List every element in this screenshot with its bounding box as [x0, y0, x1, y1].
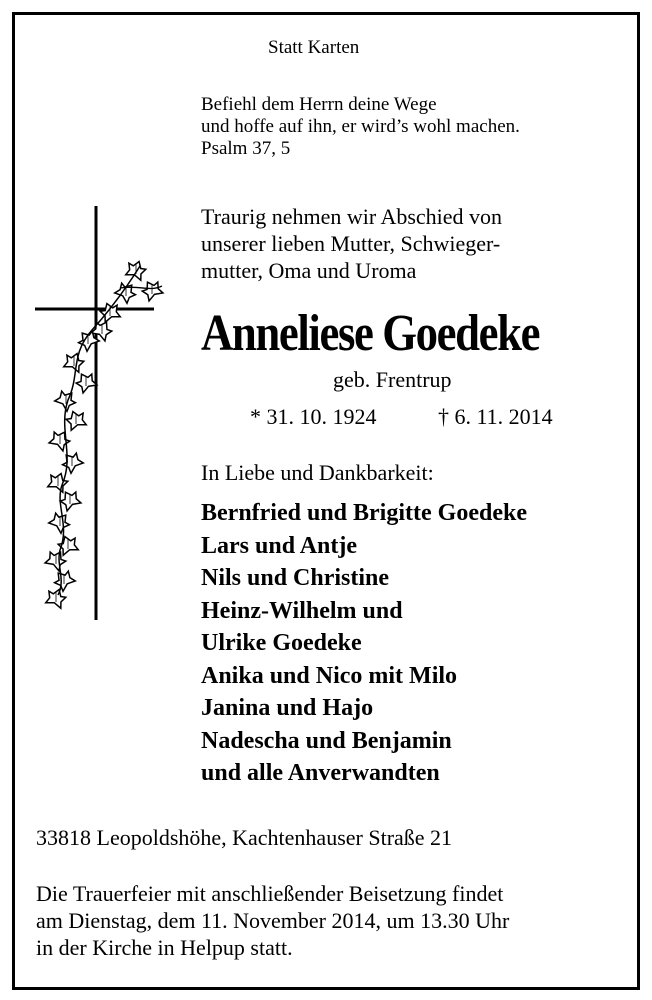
- verse-line: und hoffe auf ihn, er wird’s wohl machen.: [201, 116, 520, 137]
- funeral-line: in der Kirche in Helpup statt.: [36, 935, 293, 960]
- intro-line: Traurig nehmen wir Abschied von: [201, 204, 503, 229]
- mourner-entry: Nadescha und Benjamin: [201, 727, 452, 754]
- header-statt-karten: Statt Karten: [268, 37, 360, 58]
- birth-date: * 31. 10. 1924: [250, 404, 377, 429]
- mourner-entry: Janina und Hajo: [201, 695, 374, 721]
- deceased-name: Anneliese Goedeke: [201, 305, 540, 362]
- address: 33818 Leopoldshöhe, Kachtenhauser Straße 21: [36, 825, 453, 850]
- funeral-line: am Dienstag, dem 11. November 2014, um 13.30 Uhr: [36, 908, 510, 933]
- funeral-line: Die Trauerfeier mit anschließender Beisetzung findet: [36, 881, 504, 906]
- funeral-info: [36, 880, 509, 961]
- intro-line: mutter, Oma und Uroma: [201, 258, 417, 283]
- mourner-entry: Nils und Christine: [201, 565, 390, 591]
- dedication-text: In Liebe und Dankbarkeit:: [201, 460, 434, 485]
- mourner-entry: Anika und Nico mit Milo: [201, 662, 458, 689]
- cross-with-ivy-icon: [30, 200, 180, 625]
- mourners-list: [201, 497, 527, 790]
- maiden-name: geb. Frentrup: [333, 367, 452, 392]
- bible-verse: [201, 94, 520, 160]
- mourner-entry: und alle Anverwandten: [201, 760, 440, 786]
- verse-line: Befiehl dem Herrn deine Wege: [201, 94, 437, 115]
- mourner-entry: Ulrike Goedeke: [201, 630, 362, 656]
- death-date: † 6. 11. 2014: [438, 404, 553, 429]
- mourner-entry: Lars und Antje: [201, 532, 358, 559]
- mourner-entry: Bernfried und Brigitte Goedeke: [201, 500, 527, 526]
- verse-reference: Psalm 37, 5: [201, 138, 291, 159]
- mourner-entry: Heinz-Wilhelm und: [201, 597, 403, 624]
- intro-text: [201, 203, 502, 284]
- intro-line: unserer lieben Mutter, Schwieger-: [201, 231, 501, 256]
